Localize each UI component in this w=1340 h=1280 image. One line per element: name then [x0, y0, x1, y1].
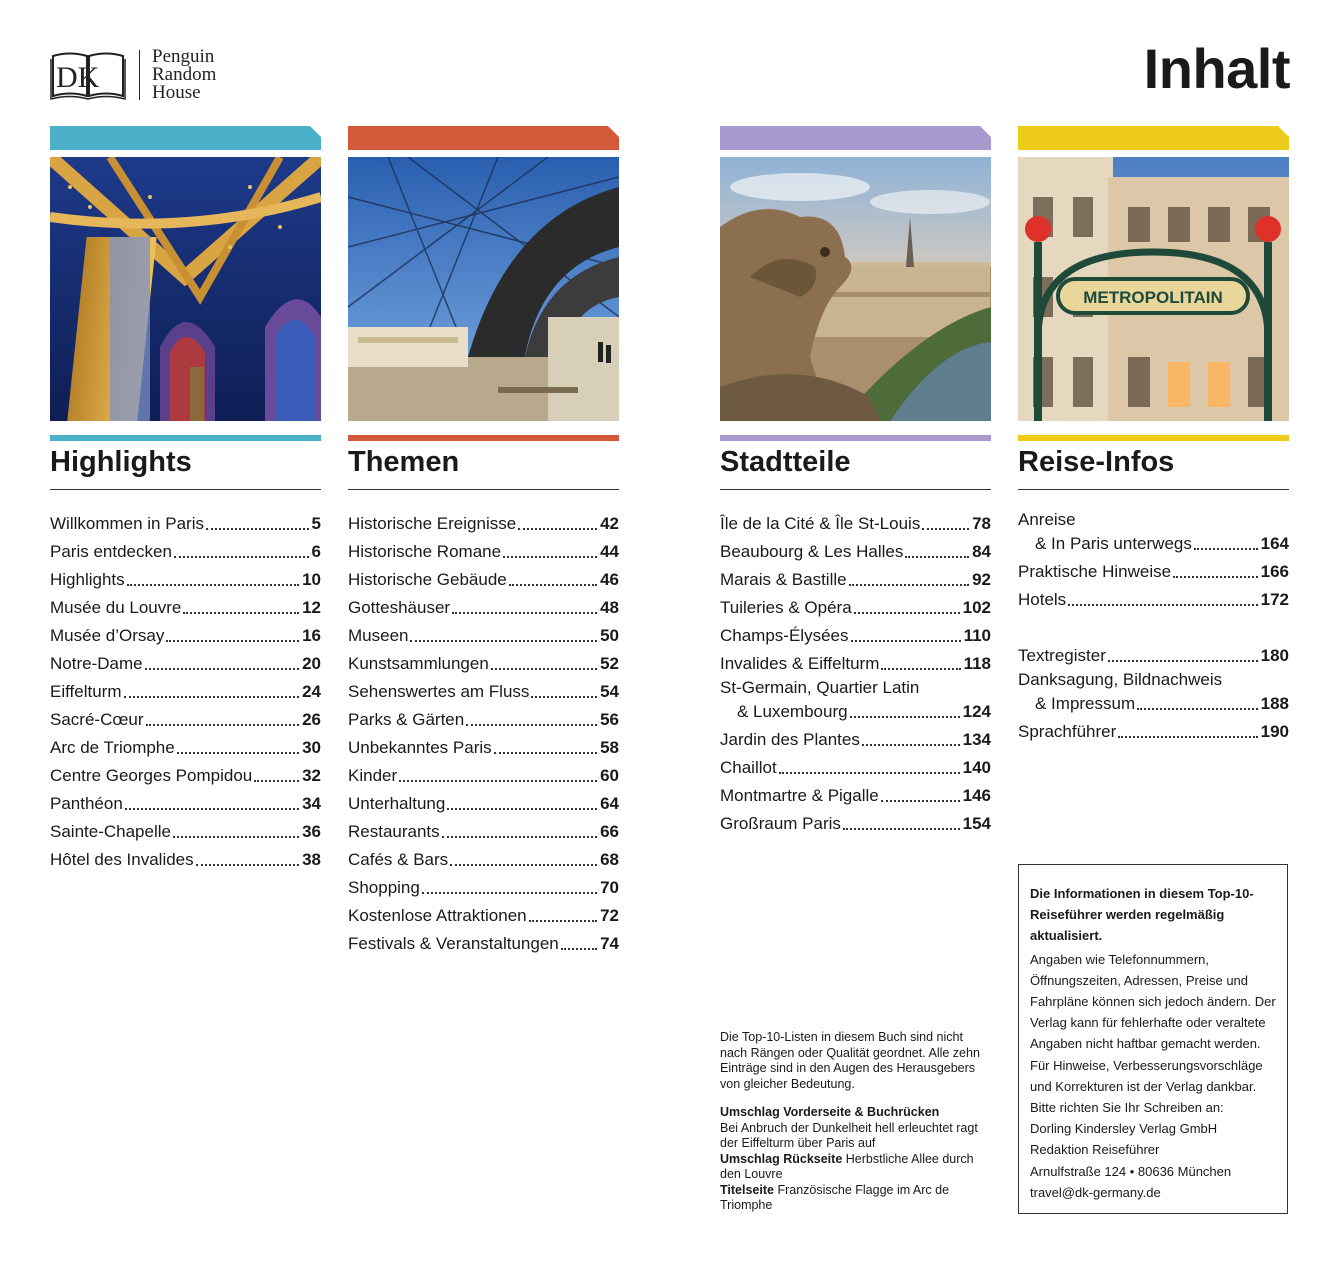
toc-entry[interactable]: [348, 926, 619, 954]
notice-heading: Die Informationen in diesem Top-10-Reiseführer werden regelmäßig aktualisiert.: [1030, 886, 1254, 944]
leader-dots: [146, 724, 300, 726]
toc-entry[interactable]: [50, 758, 321, 786]
section-title: Highlights: [50, 446, 192, 478]
leader-dots: [1194, 548, 1258, 550]
toc-entry-page: 38: [302, 850, 321, 869]
toc-entry[interactable]: [1018, 582, 1289, 610]
dk-book-icon: [50, 50, 126, 100]
toc-entry[interactable]: [348, 786, 619, 814]
toc-entry[interactable]: [348, 730, 619, 758]
toc-entry-title: Centre Georges Pompidou: [50, 766, 253, 785]
section-title: Reise-Infos: [1018, 446, 1175, 478]
toc-entry-page: 102: [962, 598, 991, 617]
sainte-chapelle-vault-photo: [50, 157, 321, 421]
toc-entry-title: Kostenlose Attraktionen: [348, 906, 527, 925]
toc-entry-page: 166: [1260, 562, 1289, 581]
toc-entry-page: 190: [1260, 722, 1289, 741]
toc-entry-title: Musée d’Orsay: [50, 626, 165, 645]
notice-address-line: Redaktion Reiseführer: [1030, 1142, 1160, 1158]
section-rule: [50, 489, 321, 490]
leader-dots: [466, 724, 597, 726]
toc-entry-title: Musée du Louvre: [50, 598, 182, 617]
toc-entry[interactable]: [348, 758, 619, 786]
leader-dots: [196, 864, 299, 866]
page-title: Inhalt: [1143, 37, 1290, 100]
toc-entry-title: Arc de Triomphe: [50, 738, 175, 757]
notice-address-line: Bitte richten Sie Ihr Schreiben an:: [1030, 1100, 1224, 1116]
leader-dots: [881, 668, 960, 670]
toc-entry-page: 52: [600, 654, 619, 673]
toc-entry[interactable]: [1018, 714, 1289, 742]
louvre-pyramid-interior-photo: [348, 157, 619, 421]
toc-entry[interactable]: [720, 506, 991, 534]
leader-dots: [447, 808, 597, 810]
toc-entry-title: Hôtel des Invalides: [50, 850, 194, 869]
toc-entry-title: Champs-Élysées: [720, 626, 849, 645]
toc-entry[interactable]: [50, 814, 321, 842]
leader-dots: [518, 528, 597, 530]
section-head-bar: [720, 435, 991, 441]
section-title: Stadtteile: [720, 446, 851, 478]
leader-dots: [125, 808, 299, 810]
section-tab: [50, 126, 321, 150]
metro-sign-text: METROPOLITAIN: [1083, 288, 1223, 307]
title-page-label: Titelseite: [720, 1182, 774, 1197]
leader-dots: [922, 528, 969, 530]
toc-entry-title: Danksagung, Bildnachweis: [1018, 670, 1223, 689]
notice-address-line: Dorling Kindersley Verlag GmbH: [1030, 1121, 1218, 1137]
leader-dots: [399, 780, 597, 782]
toc-list: [720, 506, 991, 834]
publisher-logo: [50, 48, 250, 104]
toc-entry[interactable]: [348, 534, 619, 562]
toc-entry-title: Paris entdecken: [50, 542, 172, 561]
toc-entry-title: Jardin des Plantes: [720, 730, 860, 749]
toc-entry-title: Marais & Bastille: [720, 570, 847, 589]
leader-dots: [1108, 660, 1258, 662]
toc-entry-page: 164: [1260, 534, 1289, 553]
toc-entry-title: Großraum Paris: [720, 814, 841, 833]
toc-entry[interactable]: [348, 618, 619, 646]
leader-dots: [850, 716, 960, 718]
toc-entry-title: Textregister: [1018, 646, 1106, 665]
leader-dots: [254, 780, 299, 782]
toc-list: [50, 506, 321, 870]
toc-entry-title: Île de la Cité & Île St-Louis: [720, 514, 921, 533]
toc-entry-title-cont: & Impressum: [1035, 694, 1136, 713]
toc-entry-title: Sprachführer: [1018, 722, 1117, 741]
section-rule: [1018, 489, 1289, 490]
leader-dots: [422, 892, 597, 894]
leader-dots: [905, 556, 969, 558]
leader-dots: [183, 612, 299, 614]
toc-entry-title: Panthéon: [50, 794, 123, 813]
toc-entry[interactable]: [50, 618, 321, 646]
list-ranking-note: [720, 1030, 985, 1214]
leader-dots: [173, 836, 299, 838]
toc-entry-title: Anreise: [1018, 510, 1076, 529]
toc-entry[interactable]: [348, 814, 619, 842]
toc-entry[interactable]: [720, 806, 991, 834]
toc-entry[interactable]: [348, 842, 619, 870]
toc-entry-title: Tuileries & Opéra: [720, 598, 852, 617]
toc-entry[interactable]: [50, 786, 321, 814]
toc-entry-page: 72: [600, 906, 619, 925]
leader-dots: [843, 828, 960, 830]
toc-entry[interactable]: [720, 534, 991, 562]
toc-entry[interactable]: [1018, 638, 1289, 666]
section-title: Themen: [348, 446, 460, 478]
title-page-text: Französische Flagge im Arc de Triomphe: [720, 1182, 950, 1212]
toc-entry-page: 60: [600, 766, 619, 785]
toc-entry-page: 84: [972, 542, 991, 561]
toc-entry[interactable]: [720, 674, 991, 722]
toc-entry-page: 146: [962, 786, 991, 805]
cover-back-text: Herbstliche Allee durch den Louvre: [720, 1151, 974, 1181]
leader-dots: [531, 696, 597, 698]
leader-dots: [177, 752, 299, 754]
toc-entry-page: 46: [600, 570, 619, 589]
toc-entry-page: 26: [302, 710, 321, 729]
section-tab: [348, 126, 619, 150]
toc-entry-page: 118: [963, 654, 991, 673]
toc-entry[interactable]: [348, 590, 619, 618]
toc-entry-page: 70: [600, 878, 619, 897]
toc-entry-page: 180: [1260, 646, 1289, 665]
leader-dots: [494, 752, 597, 754]
toc-entry-page: 54: [600, 682, 619, 701]
toc-entry-page: 30: [302, 738, 321, 757]
dk-mark: DK: [56, 61, 100, 94]
toc-list: [348, 506, 619, 954]
notice-body: Angaben wie Telefonnummern, Öffnungszeiten, Adressen, Preise und Fahrpläne können sich jedoch ändern. Der Verlag kann für fehlerhafte oder veraltete Angaben nicht haftbar gemacht werden. Für Hinweise, Verbesserungsvorschläge und Korrekturen ist der Verlag dankbar.: [1030, 951, 1276, 1094]
toc-entry[interactable]: [50, 702, 321, 730]
cover-front-text: Bei Anbruch der Dunkelheit hell erleuchtet ragt der Eiffelturm über Paris auf: [720, 1120, 978, 1150]
toc-entry-title-cont: & In Paris unterwegs: [1035, 534, 1192, 553]
toc-entry-title: Willkommen in Paris: [50, 514, 204, 533]
toc-entry-title: St-Germain, Quartier Latin: [720, 678, 920, 697]
toc-entry[interactable]: [50, 506, 321, 534]
toc-entry[interactable]: [50, 534, 321, 562]
leader-dots: [491, 668, 597, 670]
toc-entry[interactable]: [348, 702, 619, 730]
toc-entry-title: Sehenswertes am Fluss: [348, 682, 530, 701]
toc-entry-page: 24: [302, 682, 321, 701]
toc-entry-page: 48: [600, 598, 619, 617]
section-head-bar: [1018, 435, 1289, 441]
section-head-bar: [50, 435, 321, 441]
leader-dots: [1173, 576, 1258, 578]
leader-dots: [124, 696, 300, 698]
toc-entry[interactable]: [50, 562, 321, 590]
toc-entry-title: Highlights: [50, 570, 125, 589]
toc-entry-page: 12: [302, 598, 321, 617]
toc-entry[interactable]: [720, 618, 991, 646]
toc-entry-page: 10: [302, 570, 321, 589]
toc-entry-page: 134: [962, 730, 991, 749]
leader-dots: [862, 744, 960, 746]
toc-entry[interactable]: [720, 562, 991, 590]
publisher-line: Penguin: [152, 46, 215, 67]
toc-entry[interactable]: [50, 590, 321, 618]
toc-entry-title: Unbekanntes Paris: [348, 738, 492, 757]
leader-dots: [442, 836, 597, 838]
leader-dots: [410, 640, 597, 642]
section-rule: [720, 489, 991, 490]
toc-entry-title: Museen: [348, 626, 409, 645]
toc-entry[interactable]: [720, 722, 991, 750]
toc-entry-page: 188: [1260, 694, 1289, 713]
toc-entry[interactable]: [720, 590, 991, 618]
toc-entry-title: Notre-Dame: [50, 654, 143, 673]
leader-dots: [529, 920, 597, 922]
cover-front-label: Umschlag Vorderseite & Buchrücken: [720, 1105, 940, 1119]
toc-entry-page: 5: [311, 514, 321, 533]
section-tab: [720, 126, 991, 150]
toc-entry-page: 58: [600, 738, 619, 757]
toc-entry-page: 110: [963, 626, 991, 645]
toc-entry-page: 74: [600, 934, 619, 953]
toc-entry-page: 66: [600, 822, 619, 841]
toc-entry-title: Restaurants: [348, 822, 440, 841]
leader-dots: [1137, 708, 1257, 710]
notre-dame-gargoyle-photo: [720, 157, 991, 421]
leader-dots: [450, 864, 597, 866]
toc-entry-title: Eiffelturm: [50, 682, 122, 701]
toc-entry-title: Kinder: [348, 766, 398, 785]
toc-entry-title: Cafés & Bars: [348, 850, 449, 869]
ranking-note-text: Die Top-10-Listen in diesem Buch sind nicht nach Rängen oder Qualität geordnet. Alle zehn Einträge sind in den Augen des Herausgebers von gleicher Bedeutung.: [720, 1030, 980, 1091]
toc-entry[interactable]: [348, 898, 619, 926]
toc-entry-title: Unterhaltung: [348, 794, 446, 813]
toc-entry-page: 172: [1260, 590, 1289, 609]
toc-entry-page: 34: [302, 794, 321, 813]
toc-entry-title: Sacré-Cœur: [50, 710, 144, 729]
toc-entry[interactable]: [50, 674, 321, 702]
leader-dots: [127, 584, 299, 586]
toc-entry[interactable]: [720, 646, 991, 674]
toc-entry-title: Historische Romane: [348, 542, 502, 561]
toc-entry-page: 64: [600, 794, 619, 813]
toc-entry[interactable]: [348, 646, 619, 674]
leader-dots: [779, 772, 960, 774]
logo-separator: [139, 50, 140, 100]
leader-dots: [509, 584, 597, 586]
leader-dots: [145, 668, 299, 670]
leader-dots: [206, 528, 309, 530]
toc-entry-title: Parks & Gärten: [348, 710, 465, 729]
toc-entry-title: Kunstsammlungen: [348, 654, 489, 673]
toc-entry[interactable]: [1018, 666, 1289, 714]
toc-entry-page: 36: [302, 822, 321, 841]
toc-entry-title: Invalides & Eiffelturm: [720, 654, 880, 673]
leader-dots: [503, 556, 597, 558]
publisher-line: House: [152, 82, 201, 103]
toc-entry[interactable]: [348, 870, 619, 898]
toc-entry-page: 16: [302, 626, 321, 645]
cover-credits: [720, 1105, 985, 1214]
toc-entry-title: Sainte-Chapelle: [50, 822, 171, 841]
leader-dots: [561, 948, 597, 950]
toc-entry-page: 56: [600, 710, 619, 729]
notice-address-line: Arnulfstraße 124 • 80636 München: [1030, 1163, 1232, 1179]
toc-entry-page: 92: [972, 570, 991, 589]
toc-entry-title: Praktische Hinweise: [1018, 562, 1172, 581]
toc-entry-title: Montmartre & Pigalle: [720, 786, 879, 805]
toc-entry[interactable]: [1018, 554, 1289, 582]
leader-dots: [1118, 736, 1257, 738]
section-head-bar: [348, 435, 619, 441]
toc-entry-title: Festivals & Veranstaltungen: [348, 934, 559, 953]
toc-entry[interactable]: [1018, 506, 1289, 554]
toc-entry-page: 32: [302, 766, 321, 785]
toc-list: [1018, 506, 1289, 742]
toc-entry[interactable]: [348, 506, 619, 534]
toc-entry-page: 50: [600, 626, 619, 645]
toc-entry-page: 124: [962, 702, 991, 721]
section-tab: [1018, 126, 1289, 150]
toc-entry-page: 78: [972, 514, 991, 533]
toc-entry-title-cont: & Luxembourg: [737, 702, 848, 721]
notice-email[interactable]: travel@dk-germany.de: [1030, 1184, 1161, 1200]
toc-entry-page: 154: [962, 814, 991, 833]
leader-dots: [854, 612, 960, 614]
update-notice-box: [1018, 864, 1288, 1214]
toc-entry-page: 42: [600, 514, 619, 533]
toc-entry[interactable]: [348, 674, 619, 702]
toc-entry-page: 68: [600, 850, 619, 869]
toc-entry-title: Beaubourg & Les Halles: [720, 542, 904, 561]
toc-entry[interactable]: [348, 562, 619, 590]
toc-entry[interactable]: [720, 778, 991, 806]
leader-dots: [166, 640, 299, 642]
metropolitain-entrance-photo: [1018, 157, 1289, 421]
leader-dots: [452, 612, 597, 614]
toc-entry[interactable]: [50, 842, 321, 870]
publisher-name: [152, 48, 216, 102]
toc-entry-title: Shopping: [348, 878, 420, 897]
toc-entry-title: Hotels: [1018, 590, 1067, 609]
toc-entry-title: Historische Gebäude: [348, 570, 507, 589]
leader-dots: [174, 556, 309, 558]
toc-entry-page: 44: [600, 542, 619, 561]
toc-entry-page: 140: [962, 758, 991, 777]
toc-entry[interactable]: [720, 750, 991, 778]
publisher-line: Random: [152, 64, 217, 85]
leader-dots: [851, 640, 961, 642]
toc-entry[interactable]: [50, 730, 321, 758]
leader-dots: [849, 584, 969, 586]
cover-back-label: Umschlag Rückseite: [720, 1151, 843, 1166]
toc-entry[interactable]: [50, 646, 321, 674]
toc-entry-page: 20: [302, 654, 321, 673]
toc-entry-title: Gotteshäuser: [348, 598, 451, 617]
section-rule: [348, 489, 619, 490]
toc-entry-title: Chaillot: [720, 758, 777, 777]
toc-entry-title: Historische Ereignisse: [348, 514, 517, 533]
leader-dots: [1068, 604, 1257, 606]
leader-dots: [881, 800, 960, 802]
toc-entry-page: 6: [311, 542, 321, 561]
